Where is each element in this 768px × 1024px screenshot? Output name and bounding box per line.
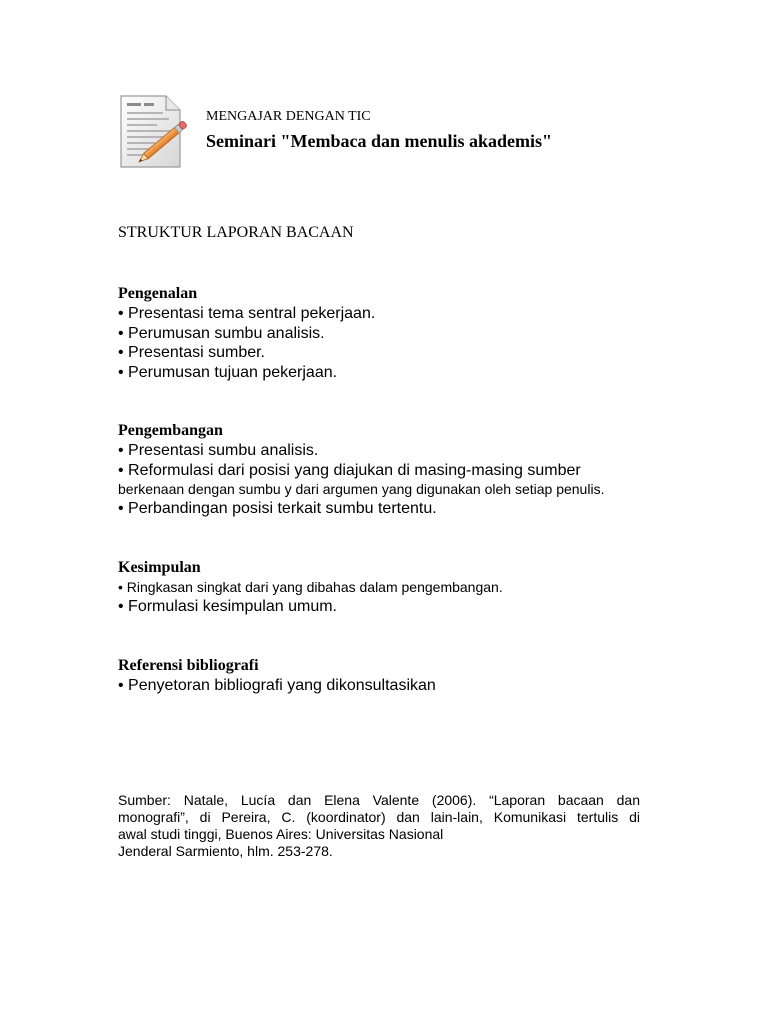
section-kesimpulan bbox=[118, 558, 718, 617]
list-item: • Presentasi sumbu analisis. bbox=[118, 442, 319, 459]
section-referensi-bibliografi bbox=[118, 656, 718, 696]
list-item: • Presentasi sumber. bbox=[118, 344, 265, 361]
source-line: awal studi tinggi, Buenos Aires: Universitas Nasional bbox=[118, 826, 444, 842]
document-kicker: MENGAJAR DENGAN TIC bbox=[206, 109, 371, 124]
source-line: Jenderal Sarmiento, hlm. 253-278. bbox=[118, 843, 333, 859]
source-citation bbox=[118, 792, 640, 860]
source-line: Sumber: Natale, Lucía dan Elena Valente (2006). “Laporan bacaan dan bbox=[118, 792, 640, 808]
document-with-pencil-icon bbox=[118, 94, 196, 170]
section-title: Pengenalan bbox=[118, 285, 198, 302]
list-item: • Reformulasi dari posisi yang diajukan di masing-masing sumber bbox=[118, 461, 581, 479]
list-item: • Perbandingan posisi terkait sumbu tertentu. bbox=[118, 500, 437, 517]
main-heading: STRUKTUR LAPORAN BACAAN bbox=[118, 224, 354, 241]
list-item: • Perumusan sumbu analisis. bbox=[118, 324, 325, 342]
list-item-continuation: berkenaan dengan sumbu y dari argumen yang digunakan oleh setiap penulis. bbox=[118, 481, 605, 497]
list-item: • Ringkasan singkat dari yang dibahas dalam pengembangan. bbox=[118, 579, 503, 595]
list-item: • Presentasi tema sentral pekerjaan. bbox=[118, 305, 376, 322]
section-title: Referensi bibliografi bbox=[118, 657, 259, 674]
list-item: • Formulasi kesimpulan umum. bbox=[118, 598, 337, 615]
list-item: • Perumusan tujuan pekerjaan. bbox=[118, 363, 338, 381]
document-title: Seminari "Membaca dan menulis akademis" bbox=[206, 131, 552, 151]
source-line: monografi”, di Pereira, C. (koordinator) dan lain-lain, Komunikasi tertulis di bbox=[118, 809, 640, 825]
section-pengenalan bbox=[118, 284, 718, 382]
section-pengembangan bbox=[118, 421, 718, 519]
list-item: • Penyetoran bibliografi yang dikonsultasikan bbox=[118, 677, 436, 694]
section-title: Pengembangan bbox=[118, 422, 223, 439]
section-title: Kesimpulan bbox=[118, 559, 201, 576]
